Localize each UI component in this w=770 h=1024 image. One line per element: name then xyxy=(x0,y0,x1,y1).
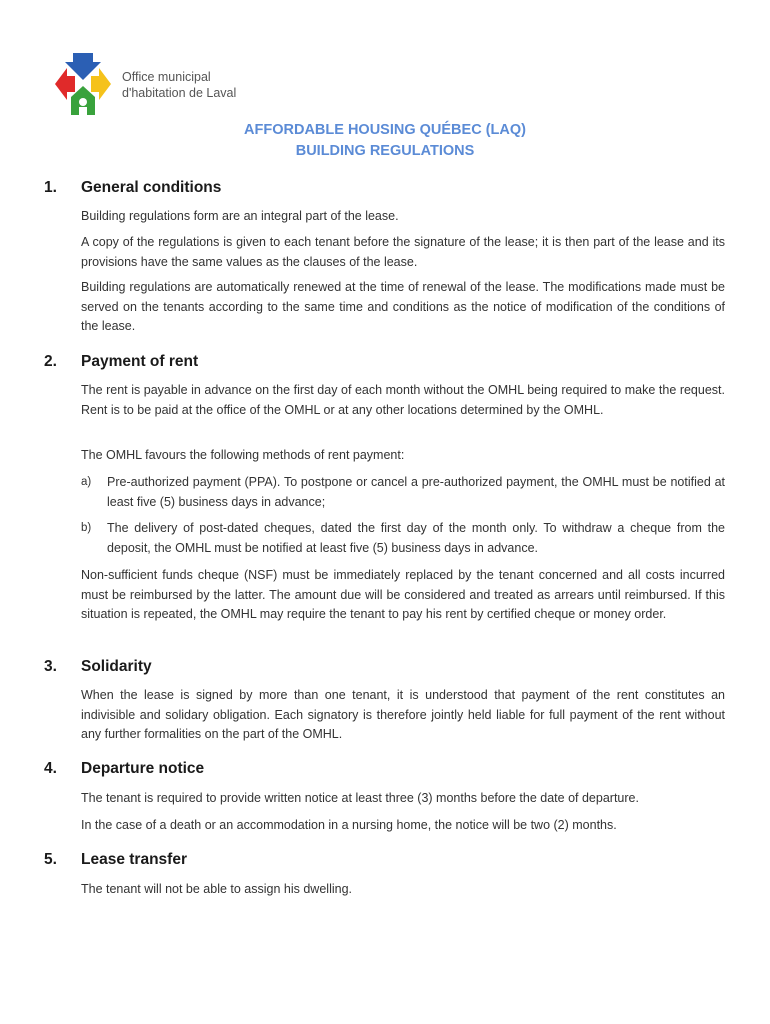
item-text: Pre-authorized payment (PPA). To postpone or cancel a pre-authorized payment, the OMHL must be notified at least five (5) business days in advance; xyxy=(107,475,725,509)
section-title: Departure notice xyxy=(81,760,205,777)
section-title: Payment of rent xyxy=(81,353,199,370)
logo-yellow-arrow xyxy=(91,68,111,100)
section-title: General conditions xyxy=(81,179,222,196)
section-title: Solidarity xyxy=(81,658,152,675)
title-line-1: AFFORDABLE HOUSING QUÉBEC (LAQ) xyxy=(244,122,526,138)
logo-line-2: d'habitation de Laval xyxy=(122,86,237,100)
section-number: 1. xyxy=(44,179,57,196)
paragraph: The tenant is required to provide written notice at least three (3) months before the date of departure. xyxy=(81,791,639,805)
omhl-logo-icon xyxy=(52,52,118,118)
omhl-logo xyxy=(52,52,252,118)
item-label: a) xyxy=(81,476,92,488)
paragraph: A copy of the regulations is given to each tenant before the signature of the lease; it is then part of the lease and its provisions have the same values as the clauses of the lease. xyxy=(81,235,725,269)
paragraph: Non-sufficient funds cheque (NSF) must be immediately replaced by the tenant concerned and all costs incurred must be reimbursed by the latter. The amount due will be considered and treated as arrears until reimbursed. If this situation is repeated, the OMHL may require the tenant to pay his rent by certified cheque or money order. xyxy=(81,568,725,621)
section-title: Lease transfer xyxy=(81,851,187,868)
section-number: 5. xyxy=(44,851,57,868)
item-label: b) xyxy=(81,522,92,534)
document-title xyxy=(0,120,770,162)
logo-blue-arrow xyxy=(65,53,101,80)
paragraph: When the lease is signed by more than one tenant, it is understood that payment of the rent constitutes an indivisible and solidary obligation. Each signatory is therefore jointly held liable for full payment of the rent without any further formalities on the part of the OMHL. xyxy=(81,688,725,741)
paragraph: In the case of a death or an accommodation in a nursing home, the notice will be two (2) months. xyxy=(81,818,617,832)
section-number: 2. xyxy=(44,353,57,370)
logo-line-1: Office municipal xyxy=(122,70,211,84)
paragraph: The tenant will not be able to assign his dwelling. xyxy=(81,882,352,896)
section-number: 4. xyxy=(44,760,57,777)
paragraph: The rent is payable in advance on the first day of each month without the OMHL being required to make the request. Rent is to be paid at the office of the OMHL or at any other locations determined by the OMHL. xyxy=(81,383,725,417)
title-line-2: BUILDING REGULATIONS xyxy=(295,143,475,159)
paragraph: Building regulations are automatically renewed at the time of renewal of the lease. The modifications made must be served on the tenants according to the same time and conditions as the notice of modification of the conditions of the lease. xyxy=(81,280,725,333)
logo-house-figure xyxy=(79,98,87,106)
paragraph: Building regulations form are an integral part of the lease. xyxy=(81,209,399,223)
logo-red-arrow xyxy=(55,68,75,100)
item-text: The delivery of post-dated cheques, dated the first day of the month only. To withdraw a cheque from the deposit, the OMHL must be notified at least five (5) business days in advance. xyxy=(107,521,725,555)
section-number: 3. xyxy=(44,658,57,675)
paragraph: The OMHL favours the following methods of rent payment: xyxy=(81,448,405,462)
